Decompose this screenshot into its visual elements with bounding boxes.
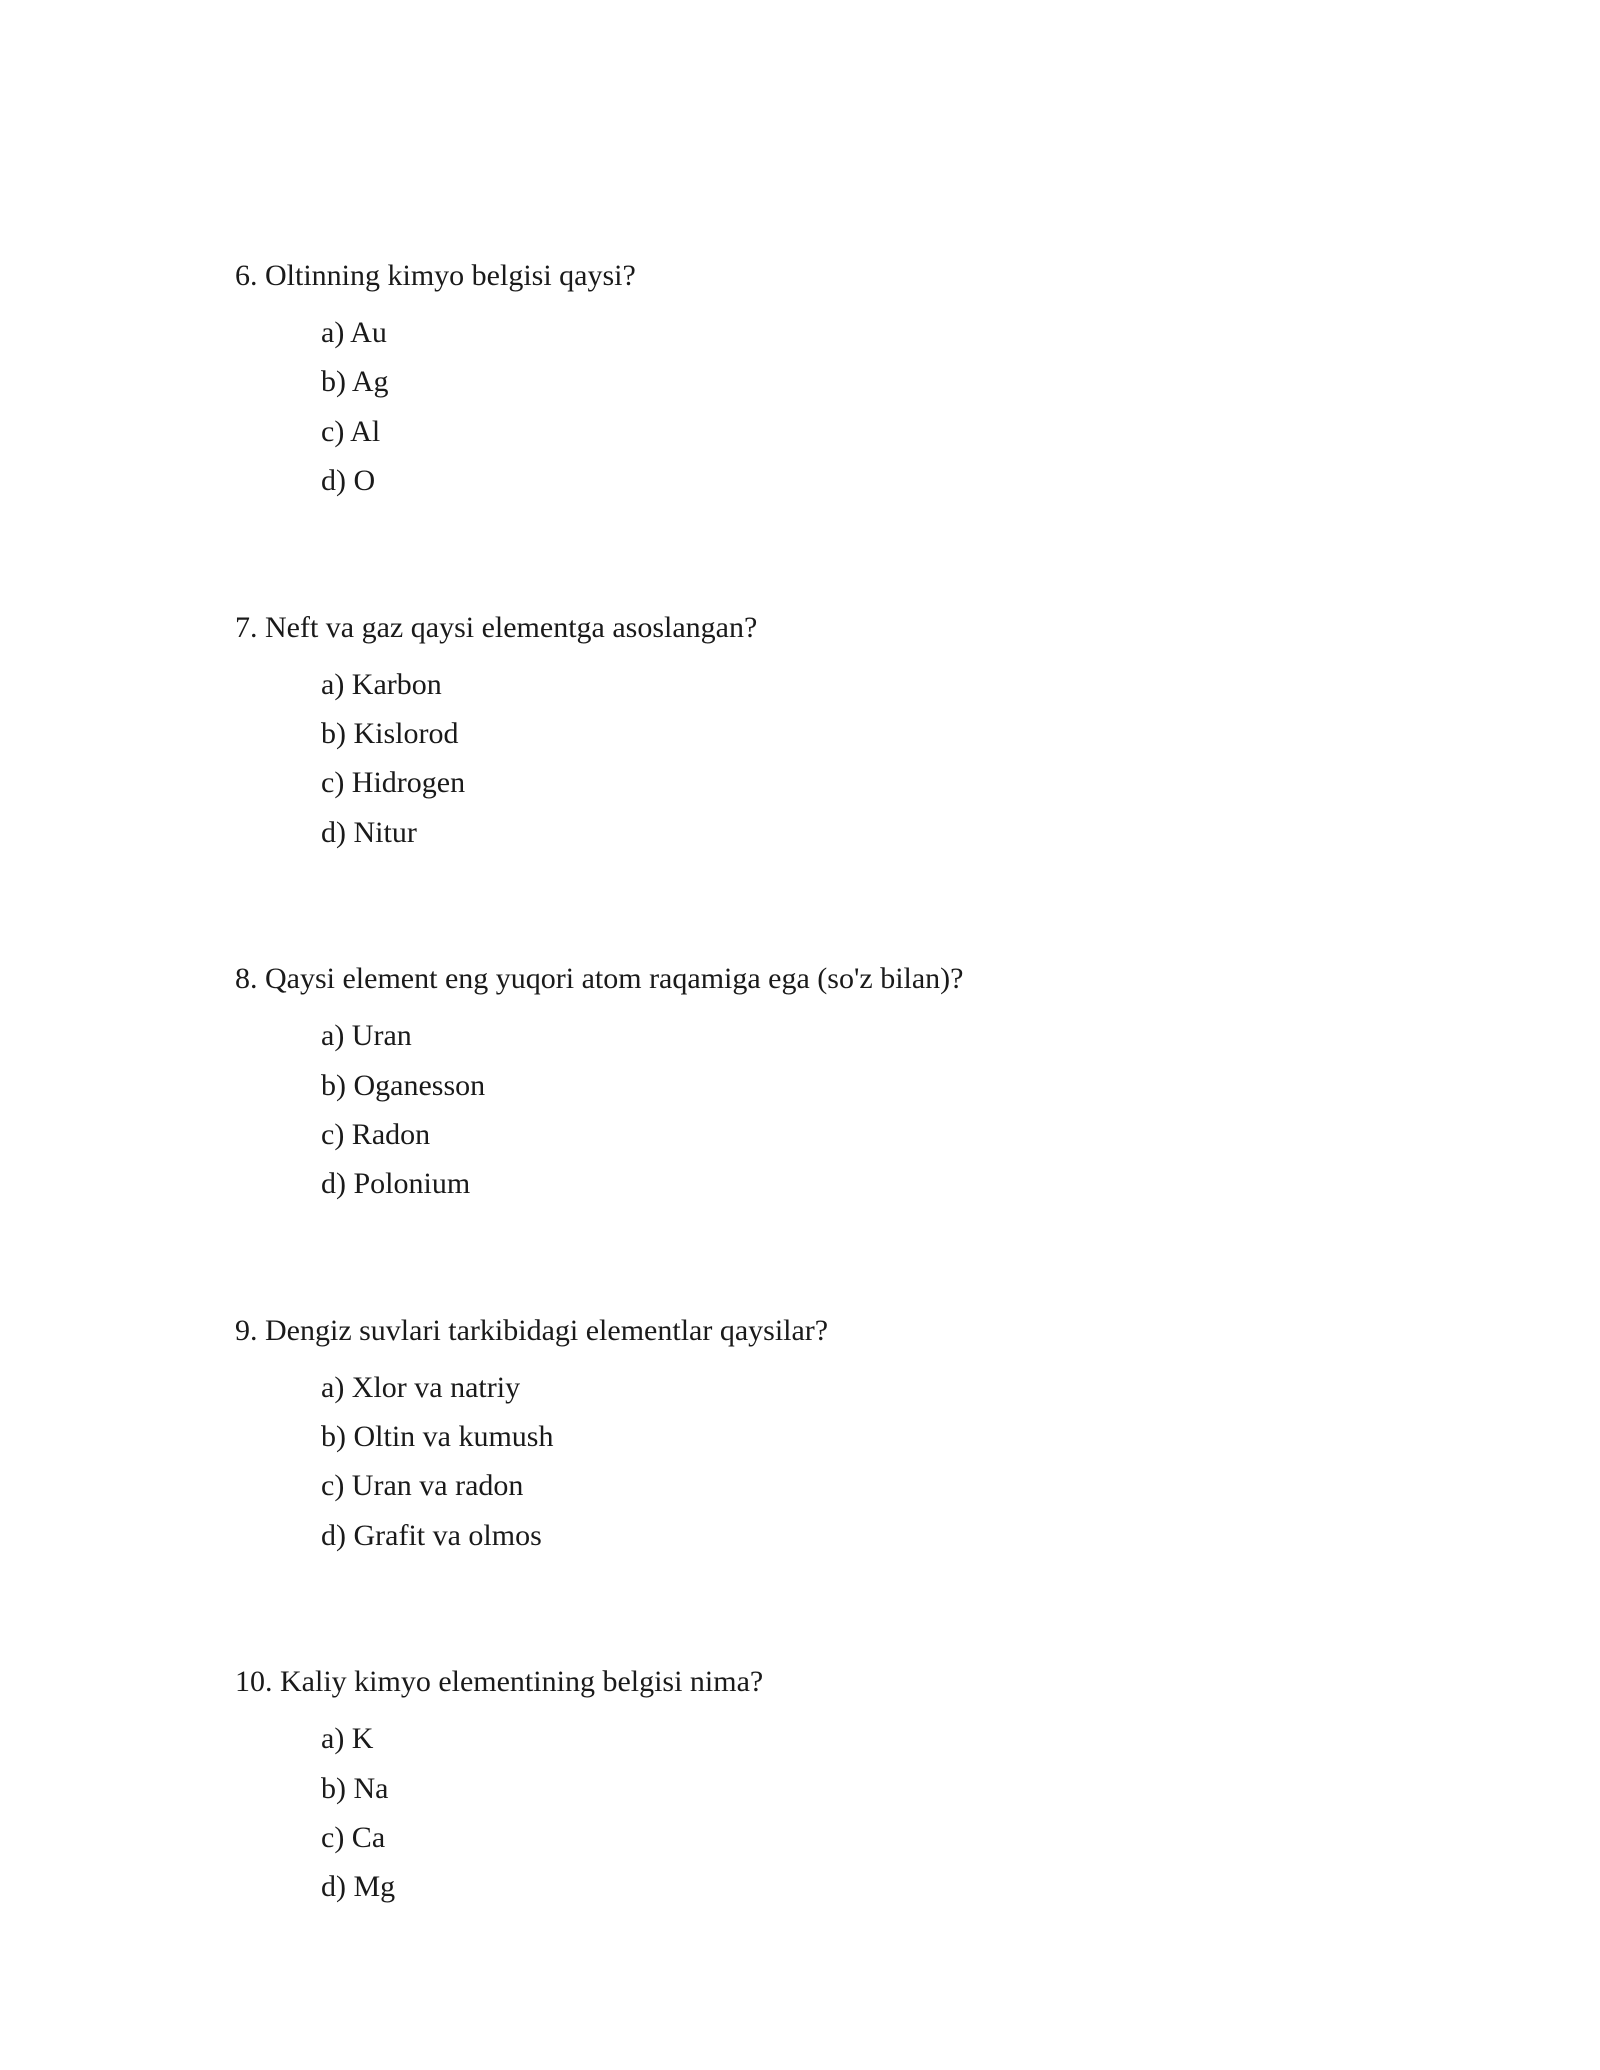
option-d: d) Nitur [321,815,417,849]
question-6 [235,258,1435,513]
question-9 [235,1313,1435,1568]
option-list [235,1721,1435,1919]
option-a: a) Au [321,316,387,349]
option-list [235,1370,1435,1568]
option-a: a) Karbon [321,667,442,701]
option-b: b) Kislorod [321,716,459,750]
option-d: d) O [321,464,376,498]
question-text: 8. Qaysi element eng yuqori atom raqamiga ega (so'z bilan)? [235,962,964,996]
option-a: a) Xlor va natriy [321,1370,521,1404]
question-text: 10. Kaliy kimyo elementining belgisi nima? [235,1665,764,1699]
option-c: c) Hidrogen [321,766,466,800]
question-7 [235,610,1435,865]
question-8 [235,961,1435,1216]
option-c: c) Uran va radon [321,1469,524,1503]
option-list [235,315,1435,513]
option-b: b) Oganesson [321,1068,486,1102]
question-text: 9. Dengiz suvlari tarkibidagi elementlar qaysilar? [235,1313,829,1347]
option-d: d) Polonium [321,1167,471,1201]
option-c: c) Al [321,414,381,448]
option-a: a) Uran [321,1019,412,1053]
option-b: b) Oltin va kumush [321,1420,554,1454]
question-10 [235,1664,1435,1919]
question-list [235,258,1435,1919]
option-list [235,667,1435,865]
option-b: b) Na [321,1771,389,1805]
option-a: a) K [321,1722,374,1756]
option-c: c) Radon [321,1117,431,1151]
question-text: 7. Neft va gaz qaysi elementga asoslangan? [235,610,758,644]
option-d: d) Grafit va olmos [321,1518,542,1552]
question-text: 6. Oltinning kimyo belgisi qaysi? [235,259,636,292]
option-d: d) Mg [321,1870,396,1904]
option-c: c) Ca [321,1821,386,1855]
option-list [235,1018,1435,1216]
option-b: b) Ag [321,365,389,399]
